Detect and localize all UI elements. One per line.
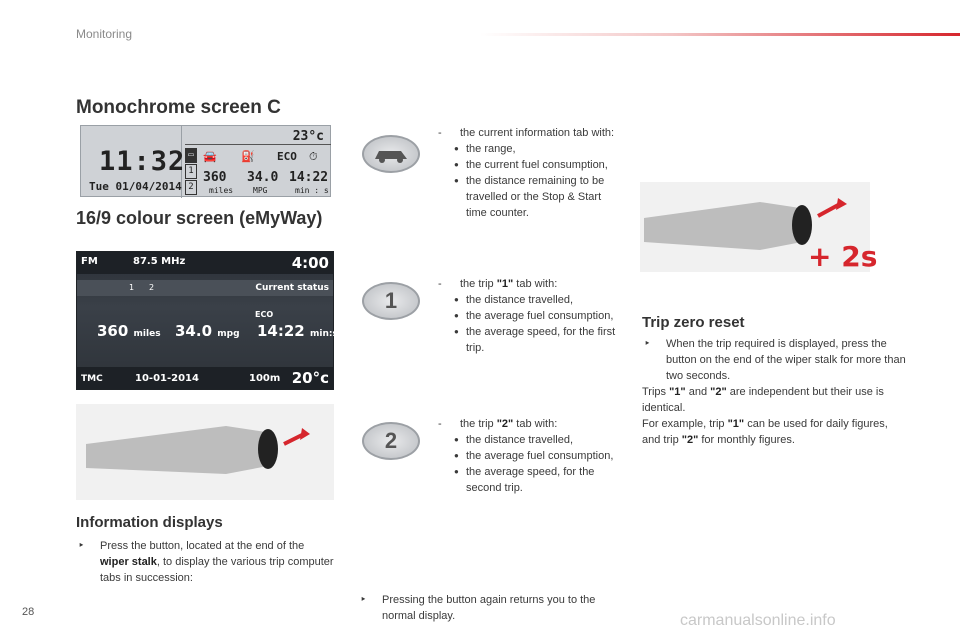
hold-two-seconds-label: + 2s (808, 240, 878, 273)
car-icon (373, 145, 409, 163)
mono-tab-1: 1 (185, 164, 197, 179)
mono-range: 360 (203, 170, 227, 185)
trip-1-description: - the trip "1" tab with: ● the distance travelled, ● the average fuel consumption, ● the average speed, for the first trip. (438, 276, 618, 356)
fuel-icon: ⛽ (241, 150, 255, 163)
mono-time: 11:32 (99, 146, 186, 177)
clock-icon: ⏱ (309, 150, 318, 163)
title-colour-screen: 16/9 colour screen (eMyWay) (76, 208, 323, 228)
reset-description: ‣ When the trip required is displayed, press the button on the end of the wiper stalk for more than two seconds. Trips "1" and "2" are independent but their use is identical. For example, trip "1" can be used for daily figures, and trip "2" for monthly figures. (642, 336, 906, 448)
title-information-displays: Information displays (76, 514, 223, 531)
colour-temperature: 20°c (291, 369, 329, 387)
trip-2-tab-icon: 2 (362, 422, 420, 460)
mono-tab-2: 2 (185, 180, 197, 195)
title-monochrome-screen: Monochrome screen C (76, 97, 281, 118)
car-icon: 🚘 (203, 150, 217, 163)
colour-stop-time: 14:22 min:s (257, 322, 338, 340)
mono-date: Tue 01/04/2014 (89, 180, 182, 193)
colour-range: 360 miles (97, 322, 161, 340)
page-number: 28 (22, 606, 35, 618)
trip-2-description: - the trip "2" tab with: ● the distance travelled, ● the average fuel consumption, ● the average speed, for the second trip. (438, 416, 618, 496)
watermark: carmanualsonline.info (680, 612, 836, 629)
current-info-tab-icon (362, 135, 420, 173)
header-accent-rule (480, 33, 960, 36)
mono-temperature: 23°c (292, 129, 324, 144)
colour-tab-2: 2 (149, 283, 155, 292)
colour-clock: 4:00 (291, 254, 329, 272)
section-label: Monitoring (76, 27, 133, 41)
return-instruction: ‣ Pressing the button again returns you to the normal display. (358, 592, 608, 624)
car-icon: ▭ (185, 148, 197, 163)
mono-stop-unit: min : s (295, 186, 329, 195)
current-status-label: Current status (255, 283, 329, 293)
tmc-label: TMC (81, 374, 103, 384)
mono-tabs (185, 148, 197, 196)
eco-label: ECO (255, 310, 274, 319)
monochrome-screen-image (80, 125, 331, 197)
eco-label: ECO (277, 150, 297, 163)
title-trip-zero-reset: Trip zero reset (642, 314, 745, 331)
current-tab-description: - the current information tab with: ● the range, ● the current fuel consumption, ● the distance remaining to be travelled or the Stop & Start time counter. (438, 125, 618, 221)
colour-date: 10-01-2014 (135, 373, 199, 384)
colour-screen-image (76, 251, 338, 390)
navigation-distance: 100m (249, 373, 281, 384)
trip-1-tab-icon: 1 (362, 282, 420, 320)
mono-mpg: 34.0 (247, 170, 279, 185)
mono-stop-time: 14:22 (289, 170, 329, 185)
colour-mpg: 34.0 mpg (175, 322, 240, 340)
radio-band: FM (81, 256, 98, 267)
wiper-stalk-illustration (76, 404, 334, 500)
mono-range-unit: miles (209, 186, 234, 195)
info-instruction: ‣ Press the button, located at the end of the wiper stalk, to display the various trip computer tabs in succession: (76, 538, 336, 586)
mono-mpg-unit: MPG (253, 186, 268, 195)
radio-frequency: 87.5 MHz (133, 256, 186, 267)
colour-tab-1: 1 (129, 283, 135, 292)
